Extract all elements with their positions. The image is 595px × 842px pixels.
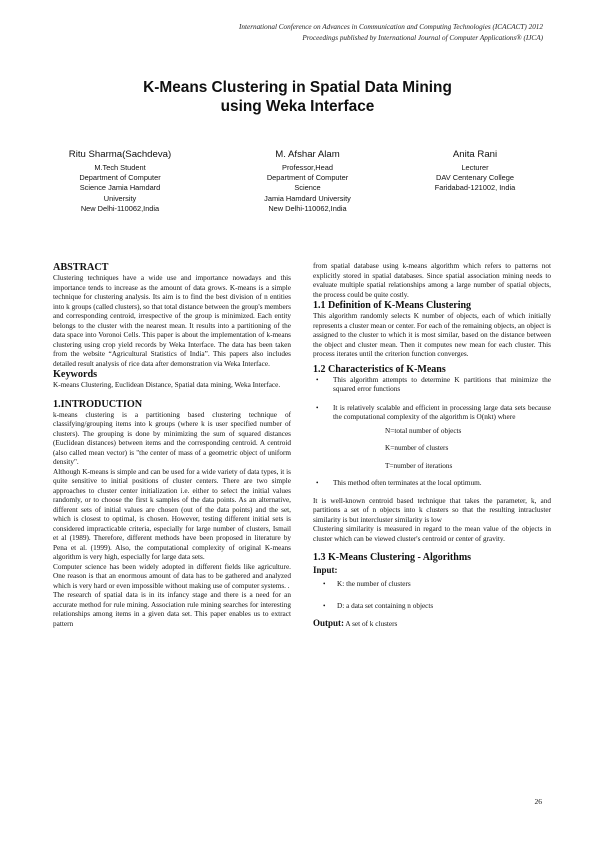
page-number: 26 — [534, 797, 542, 806]
list-item: • This algorithm attempts to determine K partitions that minimize the squared error functions — [313, 376, 551, 395]
author-affiliation-line: Jamia Hamdard University — [264, 193, 351, 203]
introduction-paragraph: Although K-means is simple and can be used for a wide variety of data types, it is quite sensitive to initial positions of cluster centers. There are two simple approaches to cluster center initialization i.e. either to select the initial values randomly, or to choose the first k samples of the data points. As an alternative, different sets of initial values are chosen (out of the data points) and the set, which is closest to optimal, is chosen. However, testing different initial sets is considered impracticable criteria, especially for large number of clusters, Ismail et al (1989). Therefore, different methods have been proposed in literature by Pena et al. (1999). Also, the computational complexity of original K-means algorithm is very high, especially for large data sets. — [53, 467, 291, 561]
introduction-paragraph: k-means clustering is a partitioning based clustering technique of classifying/grouping items into k groups (where k is user specified number of clusters). The grouping is done by minimizing the sum of squared distances (Euclidean distances) between items and the corresponding centroid. A centroid (also called mean vector) is "the center of mass of a geometric object of uniform density". — [53, 410, 291, 466]
section-1-1-text: This algorithm randomly selects K number of objects, each of which initially represents a cluster mean or center. For each of the remaining objects, an object is assigned to the cluster to which it is most similar, based on the distance between the object and cluster mean. Then it computes new mean for each cluster. This process iterates until the criterion function converges. — [313, 312, 551, 358]
section-1-2-paragraph: It is well-known centroid based technique that takes the parameter, k, and partitions a set of n objects into k clusters so that the resulting intracluster similarity is but intercluster similarity is low — [313, 496, 551, 524]
list-item: • This method often terminates at the local optimum. — [313, 479, 551, 489]
author-affiliation-line: DAV Centenary College — [436, 173, 514, 183]
keywords-text: K-means Clustering, Euclidean Distance, Spatial data mining, Weka Interface. — [53, 381, 281, 389]
list-item: • D: a data set containing n objects — [313, 602, 551, 612]
author-affiliation-line: Lecturer — [461, 163, 489, 172]
author-affiliation-line: Science — [294, 183, 321, 193]
abstract-text: Clustering techniques have a wide use and importance nowadays and this importance tends to increase as the amount of data grows. K-means is a simple technique for clustering analysis. Its aim is to find the best division of n entities into k groups (called clusters), so that total distance between the group's members and corresponding centroid, irrespective of the group is minimized. Each entity belongs to the cluster with the nearest mean. It results into a partitioning of the data space into Voronoi Cells. This paper is about the implementation of k-means clustering using crop yield records by Weka Interface. The data has been taken from the website “Agricultural Statistics of India”. This papers also includes detailed result analysis of rice data after demonstration via Weka Interface. — [53, 274, 291, 368]
list-item: • K: the number of clusters — [313, 580, 551, 590]
input-list — [313, 580, 551, 611]
introduction-heading: 1.INTRODUCTION — [53, 398, 143, 410]
author-name: Ritu Sharma(Sachdeva) — [68, 149, 172, 160]
section-1-2-paragraph: Clustering similarity is measured in regard to the mean value of the objects in cluster which can be viewed cluster's centroid or center of gravity. — [313, 525, 551, 543]
author-3 — [405, 148, 545, 214]
author-affiliation-line: Department of Computer — [79, 173, 161, 183]
output-label: Output: — [313, 618, 345, 628]
introduction-paragraph: The research of spatial data is in its infancy stage and there is a need for an accurate method for rule mining. Association rule mining searches for interesting relationships among items in a given data set. This paper enables us to extract pattern — [53, 591, 291, 628]
title-line-1: K-Means Clustering in Spatial Data Mining — [143, 79, 452, 96]
list-item: • It is relatively scalable and efficient in processing large data sets because the computational complexity of the algorithm is O(nkt) where — [313, 404, 551, 423]
author-2 — [228, 148, 388, 214]
introduction-paragraph: Computer science has been widely adopted in different fields like agriculture. One reason is that an enormous amount of data has to be gathered and analyzed which is very hard or even impossible without making use of computer systems. . — [53, 562, 291, 590]
author-affiliation-line: Science Jamia Hamdard — [79, 183, 161, 193]
author-1 — [30, 148, 210, 214]
right-column — [313, 262, 551, 630]
definition-line: K=number of clusters — [385, 444, 449, 452]
definition-line: N=total number of objects — [385, 426, 462, 435]
output-line — [313, 619, 551, 630]
running-head-line-1: International Conference on Advances in Communication and Computing Technologies (ICACACT) 2012 — [239, 23, 543, 31]
author-affiliation-line: New Delhi-110062,India — [80, 203, 160, 213]
characteristics-list — [313, 376, 551, 423]
introduction-continued: from spatial database using k-means algorithm which refers to patterns not explicitly stored in spatial databases. Since spatial association mining needs to evaluate multiple spatial relationships among a large number of spatial objects, the process could be quite costly. — [313, 262, 551, 299]
definition-line: T=number of iterations — [385, 461, 453, 470]
input-label: Input: — [313, 565, 338, 575]
author-name: Anita Rani — [452, 149, 498, 160]
paper-title — [40, 79, 555, 116]
running-head-line-2: Proceedings published by International Journal of Computer Applications® (IJCA) — [302, 34, 543, 42]
author-affiliation-line: Department of Computer — [266, 173, 349, 183]
section-1-1-heading: 1.1 Definition of K-Means Clustering — [313, 300, 472, 311]
section-1-3-heading: 1.3 K-Means Clustering - Algorithms — [313, 552, 472, 563]
abstract-heading: ABSTRACT — [53, 262, 109, 273]
author-affiliation-line: Professor,Head — [282, 163, 333, 172]
author-affiliation-line: University — [103, 193, 137, 203]
output-text: A set of k clusters — [344, 620, 398, 628]
author-affiliation-line: New Delhi-110062,India — [268, 203, 347, 213]
title-line-2: using Weka Interface — [220, 97, 375, 115]
author-name: M. Afshar Alam — [275, 149, 340, 160]
keywords-heading: Keywords — [53, 369, 98, 380]
running-head — [123, 22, 543, 44]
section-1-2-heading: 1.2 Characteristics of K-Means — [313, 363, 446, 375]
author-block — [30, 148, 565, 214]
characteristics-list-2 — [313, 479, 551, 489]
left-column — [53, 262, 291, 629]
author-affiliation-line: M.Tech Student — [94, 163, 146, 172]
author-affiliation-line: Faridabad-121002, India — [434, 183, 516, 193]
